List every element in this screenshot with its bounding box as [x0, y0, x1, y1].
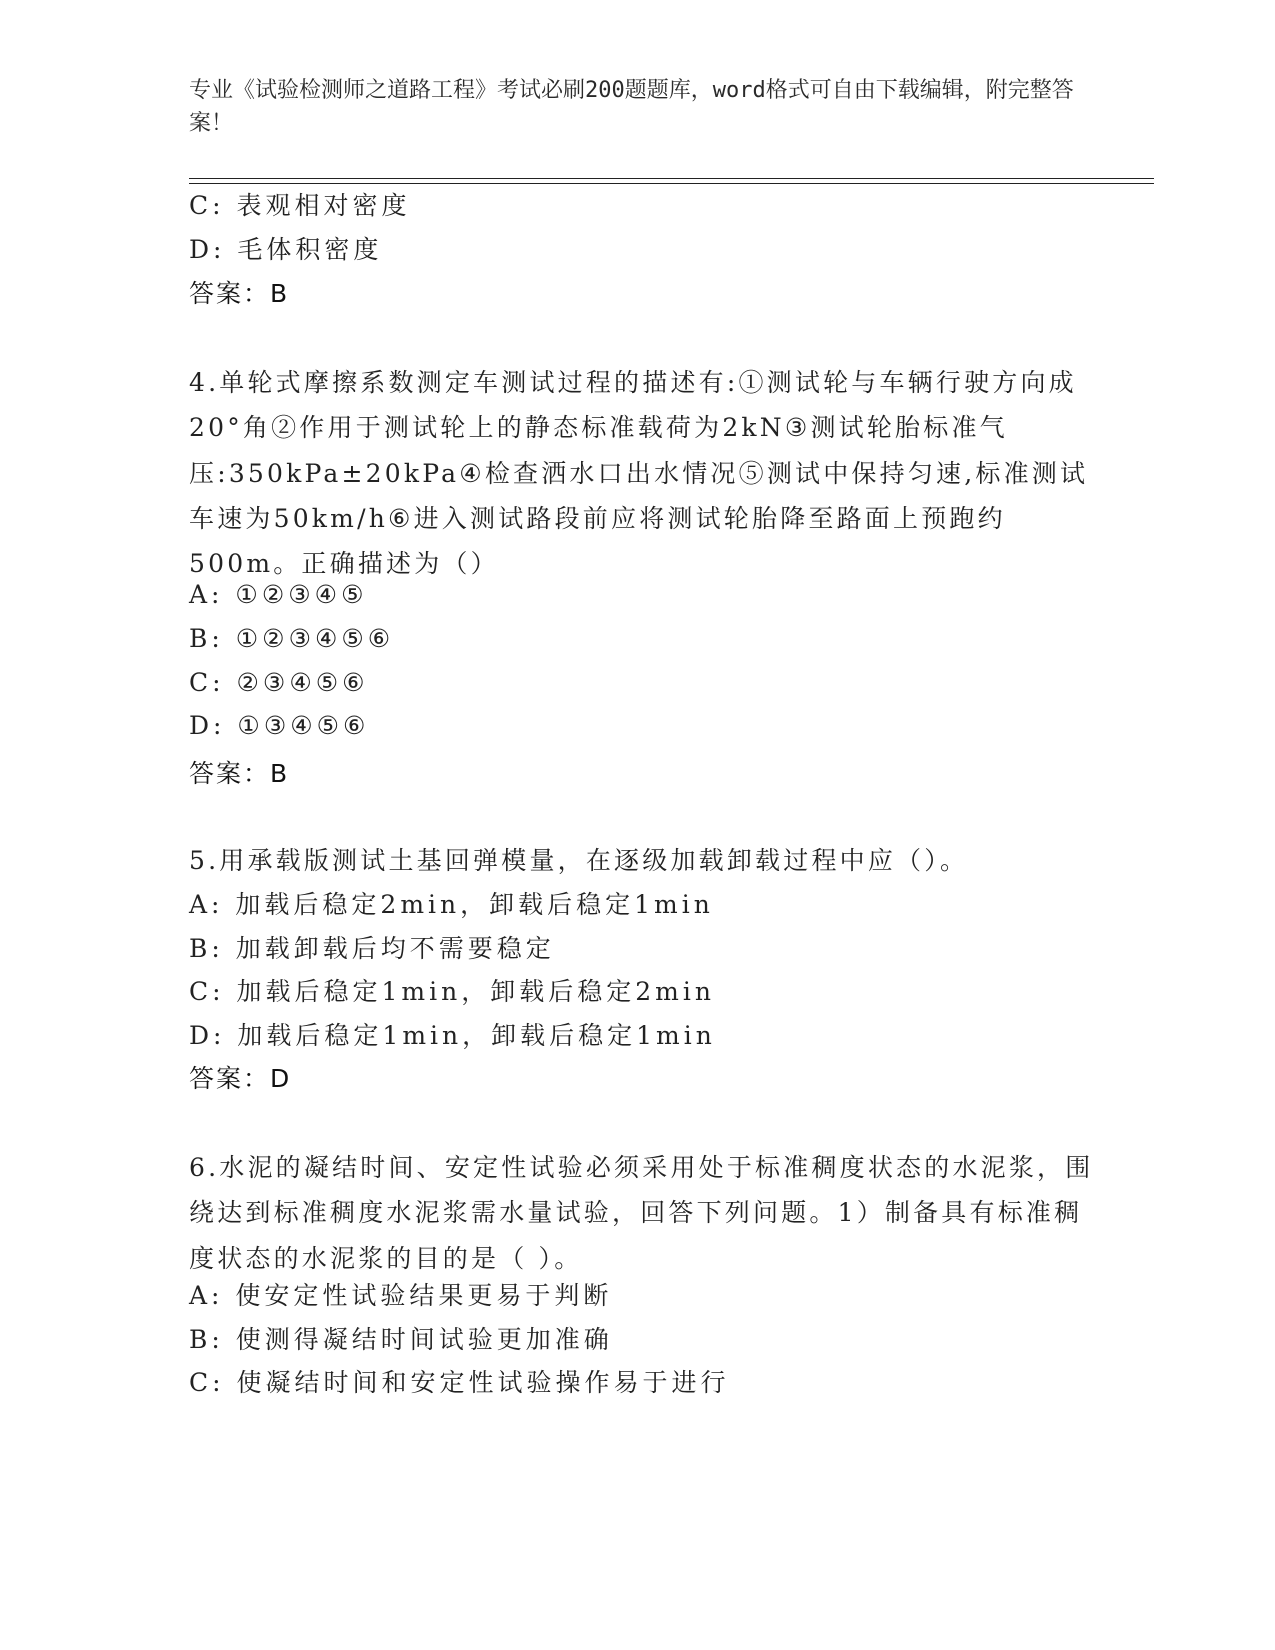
q3-option-c: C: 表观相对密度 — [189, 191, 411, 220]
q5-answer: 答案：D — [189, 1064, 292, 1093]
q4-option-a: A: ①②③④⑤ — [189, 580, 368, 609]
q5-stem: 5.用承载版测试土基回弹模量，在逐级加载卸载过程中应（）。 — [189, 846, 969, 875]
q4-option-d: D: ①③④⑤⑥ — [189, 711, 370, 740]
q3-option-d: D: 毛体积密度 — [189, 235, 383, 264]
q4-answer: 答案：B — [189, 759, 290, 788]
q3-answer: 答案：B — [189, 279, 290, 308]
header-divider-top — [189, 178, 1154, 179]
q6-option-c: C: 使凝结时间和安定性试验操作易于进行 — [189, 1368, 730, 1397]
q5-option-d: D: 加载后稳定1min，卸载后稳定1min — [189, 1021, 716, 1050]
header-divider-bottom — [189, 183, 1154, 184]
q5-option-c: C: 加载后稳定1min，卸载后稳定2min — [189, 977, 715, 1006]
q5-option-b: B: 加载卸载后均不需要稳定 — [189, 934, 555, 963]
q5-option-a: A: 加载后稳定2min，卸载后稳定1min — [189, 890, 714, 919]
q4-stem: 4.单轮式摩擦系数测定车测试过程的描述有:①测试轮与车辆行驶方向成20°角②作用于测试轮上的静态标准载荷为2kN③测试轮胎标准气压:350kPa±20kPa④检查洒水口出水情况⑤测试中保持匀速,标准测试车速为50km/h⑥进入测试路段前应将测试轮胎降至路面上预跑约500m。正确描述为（） — [189, 368, 1089, 579]
q6-option-a: A: 使安定性试验结果更易于判断 — [189, 1281, 613, 1310]
q6-option-b: B: 使测得凝结时间试验更加准确 — [189, 1325, 613, 1354]
q4-option-b: B: ①②③④⑤⑥ — [189, 624, 395, 653]
page-header: 专业《试验检测师之道路工程》考试必刷200题题库，word格式可自由下载编辑，附完整答案！ — [189, 78, 1074, 136]
q4-option-c: C: ②③④⑤⑥ — [189, 668, 369, 697]
q6-stem: 6.水泥的凝结时间、安定性试验必须采用处于标准稠度状态的水泥浆，围绕达到标准稠度水泥浆需水量试验，回答下列问题。1）制备具有标准稠度状态的水泥浆的目的是（ ）。 — [189, 1153, 1094, 1273]
